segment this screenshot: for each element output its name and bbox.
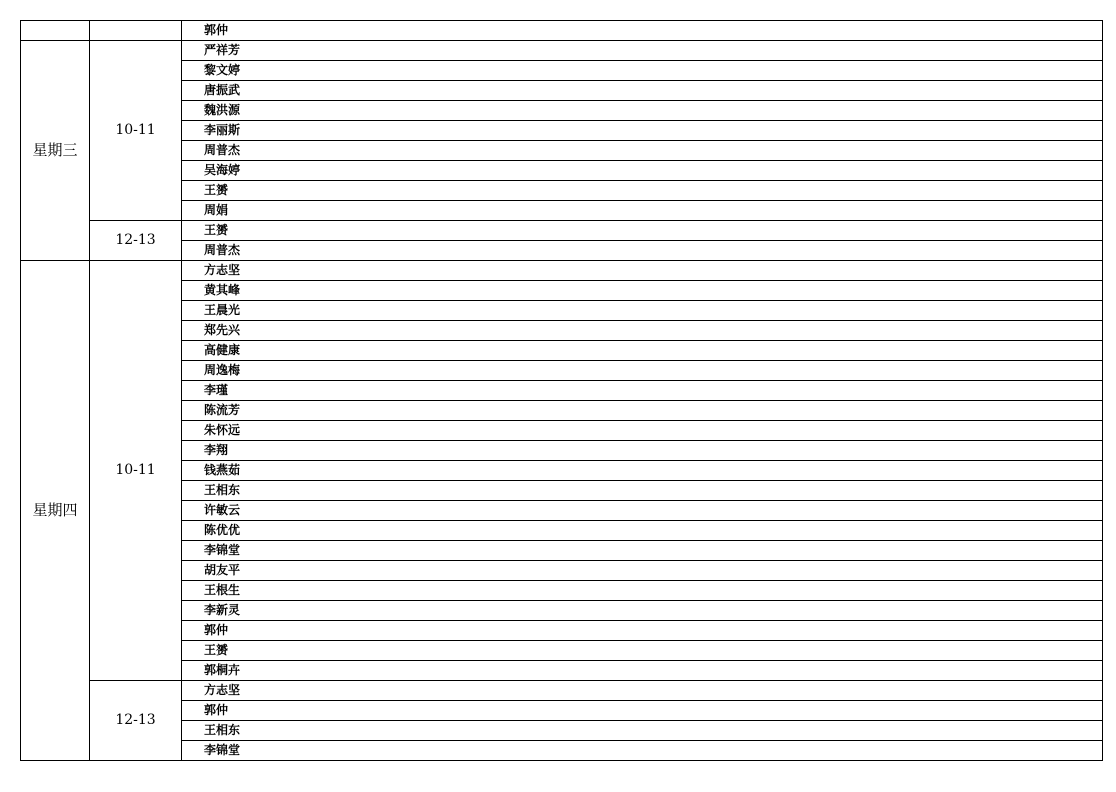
teacher-name: 许敏云: [182, 501, 1103, 521]
weekday-cell: 星期三: [21, 41, 90, 261]
weekday-cell: [21, 21, 90, 41]
teacher-name: 钱燕茹: [182, 461, 1103, 481]
schedule-row: [21, 101, 1103, 121]
teacher-name: 陈优优: [182, 521, 1103, 541]
teacher-name: 周逸梅: [182, 361, 1103, 381]
teacher-name: 周娟: [182, 201, 1103, 221]
teacher-name: 王赟: [182, 641, 1103, 661]
schedule-row: [21, 281, 1103, 301]
teacher-name: 陈流芳: [182, 401, 1103, 421]
teacher-name: 魏洪源: [182, 101, 1103, 121]
teacher-name: 吴海婷: [182, 161, 1103, 181]
schedule-body: [21, 21, 1103, 761]
schedule-row: [21, 741, 1103, 761]
teacher-name: 胡友平: [182, 561, 1103, 581]
period-cell: 12-13: [90, 221, 182, 261]
schedule-row: [21, 321, 1103, 341]
schedule-row: [21, 501, 1103, 521]
schedule-row: [21, 261, 1103, 281]
teacher-name: 方志坚: [182, 681, 1103, 701]
schedule-row: [21, 441, 1103, 461]
schedule-row: [21, 241, 1103, 261]
schedule-row: [21, 721, 1103, 741]
teacher-name: 朱怀远: [182, 421, 1103, 441]
period-cell: 10-11: [90, 41, 182, 221]
teacher-name: 郭桐卉: [182, 661, 1103, 681]
schedule-row: [21, 581, 1103, 601]
schedule-table: [20, 20, 1103, 761]
schedule-row: [21, 601, 1103, 621]
period-cell: 12-13: [90, 681, 182, 761]
schedule-row: [21, 41, 1103, 61]
schedule-row: [21, 461, 1103, 481]
schedule-row: [21, 181, 1103, 201]
schedule-row: [21, 641, 1103, 661]
teacher-name: 郭仲: [182, 621, 1103, 641]
teacher-name: 李锦堂: [182, 541, 1103, 561]
schedule-row: [21, 541, 1103, 561]
teacher-name: 周普杰: [182, 241, 1103, 261]
teacher-name: 唐振武: [182, 81, 1103, 101]
schedule-row: [21, 301, 1103, 321]
schedule-row: [21, 561, 1103, 581]
schedule-row: [21, 341, 1103, 361]
teacher-name: 李新灵: [182, 601, 1103, 621]
period-cell: [90, 21, 182, 41]
teacher-name: 方志坚: [182, 261, 1103, 281]
schedule-row: [21, 701, 1103, 721]
weekday-cell: 星期四: [21, 261, 90, 761]
period-cell: 10-11: [90, 261, 182, 681]
teacher-name: 高健康: [182, 341, 1103, 361]
schedule-row: [21, 521, 1103, 541]
schedule-row: [21, 661, 1103, 681]
teacher-name: 王赟: [182, 221, 1103, 241]
teacher-name: 郭仲: [182, 21, 1103, 41]
schedule-row: [21, 161, 1103, 181]
teacher-name: 李丽斯: [182, 121, 1103, 141]
schedule-row: [21, 681, 1103, 701]
schedule-row: [21, 61, 1103, 81]
teacher-name: 李锦堂: [182, 741, 1103, 761]
schedule-row: [21, 621, 1103, 641]
schedule-row: [21, 401, 1103, 421]
schedule-row: [21, 21, 1103, 41]
teacher-name: 郭仲: [182, 701, 1103, 721]
teacher-name: 黎文婷: [182, 61, 1103, 81]
schedule-row: [21, 141, 1103, 161]
schedule-row: [21, 421, 1103, 441]
teacher-name: 王晨光: [182, 301, 1103, 321]
schedule-row: [21, 221, 1103, 241]
teacher-name: 黄其峰: [182, 281, 1103, 301]
teacher-name: 王相东: [182, 481, 1103, 501]
schedule-row: [21, 201, 1103, 221]
schedule-row: [21, 81, 1103, 101]
teacher-name: 王相东: [182, 721, 1103, 741]
teacher-name: 王根生: [182, 581, 1103, 601]
schedule-row: [21, 121, 1103, 141]
teacher-name: 严祥芳: [182, 41, 1103, 61]
teacher-name: 李翔: [182, 441, 1103, 461]
teacher-name: 郑先兴: [182, 321, 1103, 341]
teacher-name: 王赟: [182, 181, 1103, 201]
schedule-row: [21, 381, 1103, 401]
schedule-row: [21, 481, 1103, 501]
schedule-row: [21, 361, 1103, 381]
teacher-name: 李瑾: [182, 381, 1103, 401]
teacher-name: 周普杰: [182, 141, 1103, 161]
